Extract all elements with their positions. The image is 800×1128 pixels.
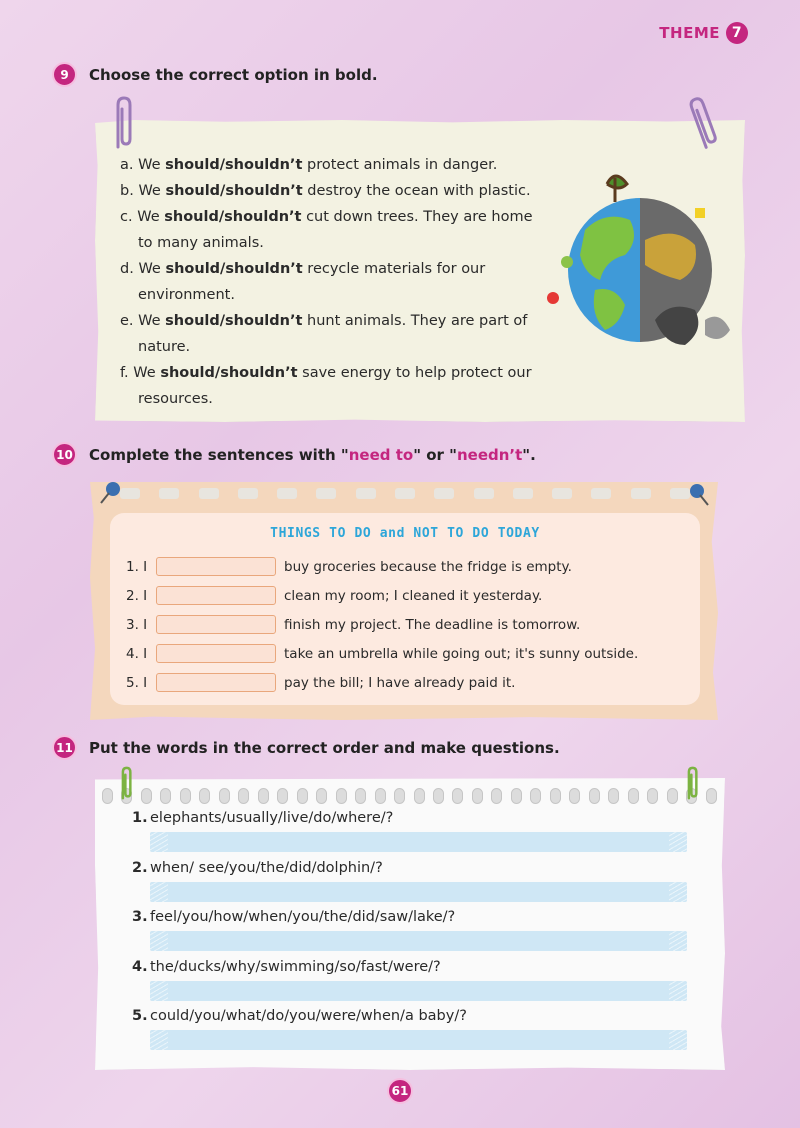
notepad-holes	[120, 488, 690, 499]
exercise-10-rows	[126, 552, 638, 697]
answer-blank[interactable]	[156, 615, 276, 634]
exercise-9-item-a: a. We should/shouldn’t protect animals in danger.	[120, 157, 498, 173]
answer-line[interactable]	[150, 1030, 687, 1050]
exercise-10-number: 10	[52, 442, 77, 467]
exercise-9-number: 9	[52, 62, 77, 87]
exercise-10-title: THINGS TO DO and NOT TO DO TODAY	[270, 526, 540, 541]
option-choice[interactable]: should/shouldn’t	[165, 183, 303, 199]
exercise-11-heading	[52, 735, 560, 760]
earth-illustration	[545, 170, 740, 360]
sentence-row: 3. I finish my project. The deadline is tomorrow.	[126, 616, 581, 633]
paperclip-icon	[116, 766, 136, 802]
answer-blank[interactable]	[156, 557, 276, 576]
option-choice[interactable]: should/shouldn’t	[165, 313, 303, 329]
theme-number: 7	[726, 22, 748, 44]
question-item: 3. feel/you/how/when/you/the/did/saw/lake/?	[132, 907, 692, 957]
sentence-row: 2. I clean my room; I cleaned it yesterday.	[126, 587, 543, 604]
sentence-row: 5. I pay the bill; I have already paid it.	[126, 674, 516, 691]
question-item: 4. the/ducks/why/swimming/so/fast/were/?	[132, 957, 692, 1007]
exercise-9-item-d: d. We should/shouldn’t recycle materials for our environment.	[120, 261, 486, 303]
exercise-10-heading	[52, 442, 536, 467]
paperclip-icon	[682, 766, 702, 802]
option-choice[interactable]: should/shouldn’t	[165, 261, 303, 277]
spiral-rings	[102, 788, 717, 804]
exercise-9-item-f: f. We should/shouldn’t save energy to help protect our resources.	[120, 365, 532, 407]
option-choice[interactable]: should/shouldn’t	[164, 209, 302, 225]
exercise-9-item-e: e. We should/shouldn’t hunt animals. They are part of nature.	[120, 313, 528, 355]
pushpin-icon	[98, 480, 124, 506]
theme-label	[659, 22, 748, 44]
exercise-9-list	[120, 152, 550, 412]
answer-line[interactable]	[150, 882, 687, 902]
question-item: 1. elephants/usually/live/do/where/?	[132, 808, 692, 858]
answer-blank[interactable]	[156, 644, 276, 663]
answer-line[interactable]	[150, 981, 687, 1001]
question-item: 2. when/ see/you/the/did/dolphin/?	[132, 858, 692, 908]
option-choice[interactable]: should/shouldn’t	[165, 157, 303, 173]
answer-blank[interactable]	[156, 586, 276, 605]
exercise-11-instruction: Put the words in the correct order and make questions.	[89, 738, 560, 757]
exercise-9-item-c: c. We should/shouldn’t cut down trees. They are home to many animals.	[120, 209, 533, 251]
theme-text: THEME	[659, 24, 720, 42]
question-item: 5. could/you/what/do/you/were/when/a baby/?	[132, 1006, 692, 1056]
answer-line[interactable]	[150, 931, 687, 951]
exercise-9-heading	[52, 62, 378, 87]
paperclip-icon	[110, 95, 136, 153]
sentence-row: 4. I take an umbrella while going out; it's sunny outside.	[126, 645, 639, 662]
pushpin-icon	[686, 482, 712, 508]
page-number: 61	[387, 1078, 413, 1104]
exercise-10-instruction: Complete the sentences with "need to" or "needn’t".	[89, 445, 536, 464]
answer-blank[interactable]	[156, 673, 276, 692]
exercise-9-item-b: b. We should/shouldn’t destroy the ocean with plastic.	[120, 183, 531, 199]
option-choice[interactable]: should/shouldn’t	[160, 365, 298, 381]
answer-line[interactable]	[150, 832, 687, 852]
exercise-11-number: 11	[52, 735, 77, 760]
exercise-11-questions	[132, 808, 692, 1056]
sentence-row: 1. I buy groceries because the fridge is empty.	[126, 558, 572, 575]
exercise-9-instruction: Choose the correct option in bold.	[89, 65, 378, 84]
